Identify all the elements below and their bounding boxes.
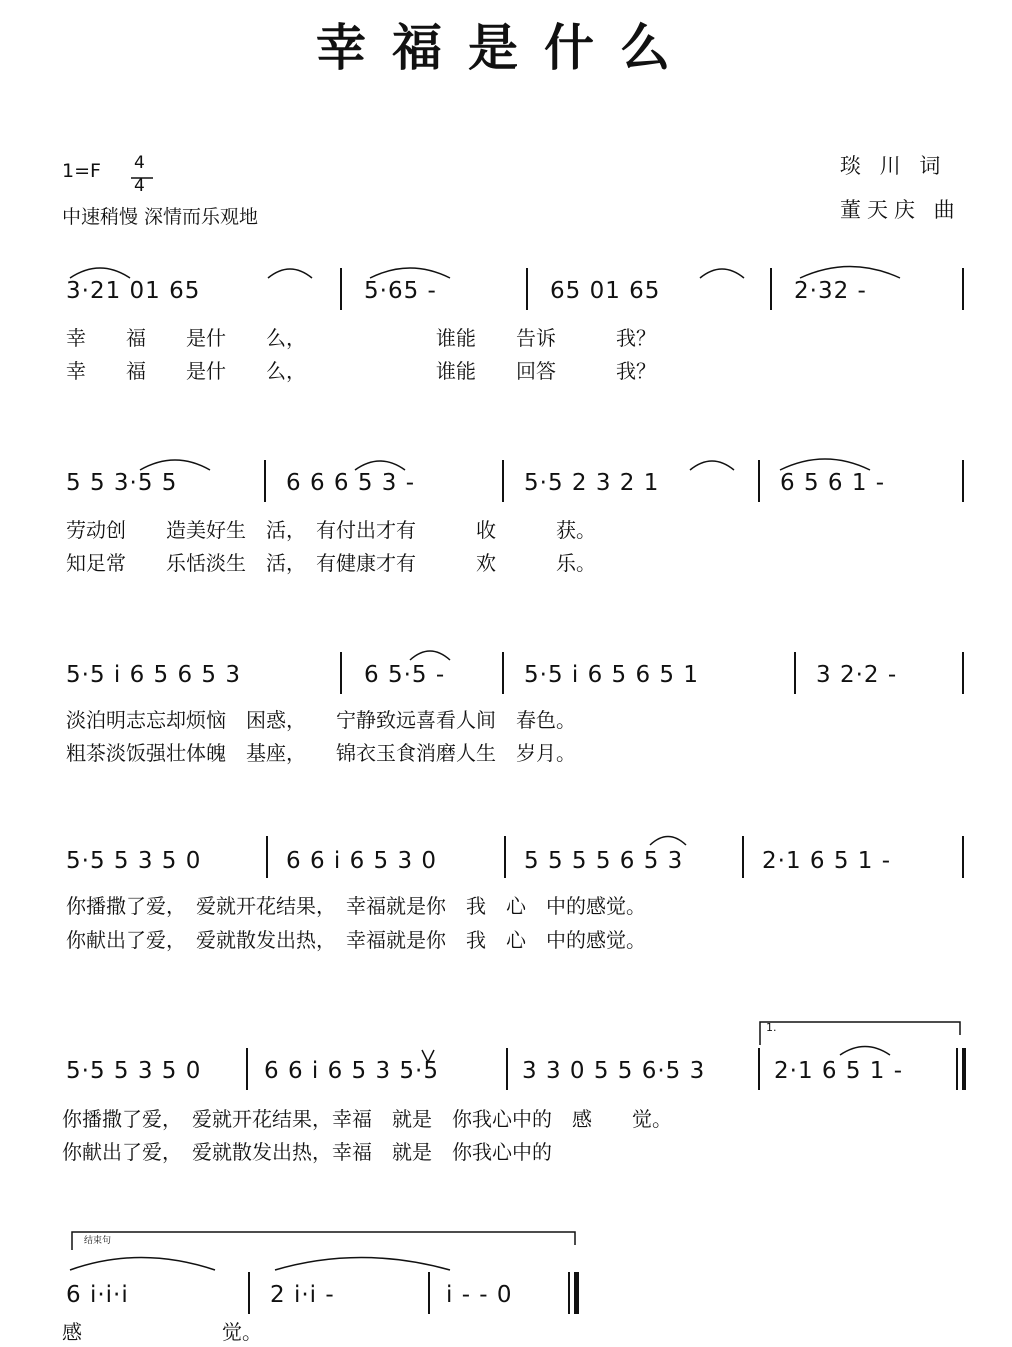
barline bbox=[266, 836, 268, 878]
barline bbox=[428, 1272, 430, 1314]
measure: 6 6 6 5 3 - bbox=[286, 470, 416, 496]
slur bbox=[70, 268, 130, 278]
time-signature-bottom: 4 bbox=[134, 176, 145, 196]
measure: 5 5 3·5 5 bbox=[66, 470, 178, 496]
lyric-line: 劳动创 造美好生 活， 有付出才有 收 获。 bbox=[66, 518, 596, 542]
measure: 6 i·i·i bbox=[66, 1282, 129, 1308]
barline bbox=[962, 268, 964, 310]
barline bbox=[246, 1048, 248, 1090]
slur bbox=[370, 268, 450, 278]
slur bbox=[275, 1258, 450, 1271]
slur bbox=[140, 460, 210, 470]
measure: 2·1 6 5 1 - bbox=[774, 1058, 904, 1084]
slur bbox=[700, 269, 744, 278]
barline bbox=[340, 652, 342, 694]
slur bbox=[800, 267, 900, 279]
repeat-barline bbox=[956, 1048, 958, 1090]
barline bbox=[794, 652, 796, 694]
lyricist-credit: 琰 川 词 bbox=[840, 154, 947, 178]
lyric-line: 知足常 乐恬淡生 活， 有健康才有 欢 乐。 bbox=[66, 551, 596, 575]
lyric-line: 你播撒了爱， 爱就开花结果，幸福 就是 你我心中的 感 觉。 bbox=[62, 1107, 672, 1131]
barline bbox=[504, 836, 506, 878]
time-signature-top: 4 bbox=[134, 153, 145, 173]
lyric-line: 幸 福 是什 么， 谁能 回答 我？ bbox=[66, 359, 656, 383]
lyric-line: 淡泊明志忘却烦恼 困惑， 宁静致远喜看人间 春色。 bbox=[66, 708, 576, 732]
slur bbox=[690, 461, 734, 470]
page-title: 幸福是什么 bbox=[316, 18, 696, 77]
final-barline bbox=[568, 1272, 570, 1314]
measure: 6 5·5 - bbox=[364, 662, 446, 688]
measure: 5·5 i 6 5 6 5 3 bbox=[66, 662, 242, 688]
barline bbox=[758, 460, 760, 502]
measure: 5·65 - bbox=[364, 278, 437, 304]
measure: 5 5 5 5 6 5 3 bbox=[524, 848, 684, 874]
lyric-line: 幸 福 是什 么， 谁能 告诉 我？ bbox=[66, 326, 656, 350]
measure: 5·5 2 3 2 1 bbox=[524, 470, 660, 496]
barline bbox=[962, 460, 964, 502]
measure: i - - 0 bbox=[446, 1282, 513, 1308]
measure: 6 6 i 6 5 3 0 bbox=[286, 848, 438, 874]
barline bbox=[264, 460, 266, 502]
barline bbox=[248, 1272, 250, 1314]
barline bbox=[340, 268, 342, 310]
measure: 5·5 5 3 5 0 bbox=[66, 848, 202, 874]
slur bbox=[355, 461, 405, 470]
slur bbox=[268, 269, 312, 278]
barline bbox=[506, 1048, 508, 1090]
barline bbox=[526, 268, 528, 310]
coda-label: 结束句 bbox=[84, 1236, 112, 1246]
key-signature: 1=F bbox=[62, 160, 101, 182]
measure: 2 i·i - bbox=[270, 1282, 335, 1308]
barline bbox=[962, 836, 964, 878]
repeat-barline-thick bbox=[962, 1048, 966, 1090]
lyric-line: 你播撒了爱， 爱就开花结果， 幸福就是你 我 心 中的感觉。 bbox=[66, 894, 646, 918]
lyric-line: 粗茶淡饭强壮体魄 基座， 锦衣玉食消磨人生 岁月。 bbox=[66, 741, 576, 765]
barline bbox=[758, 1048, 760, 1090]
measure: 5·5 i 6 5 6 5 1 bbox=[524, 662, 700, 688]
measure: 3·21 01 65 bbox=[66, 278, 201, 304]
barline bbox=[742, 836, 744, 878]
barline bbox=[502, 460, 504, 502]
measure: 2·32 - bbox=[794, 278, 867, 304]
slur bbox=[410, 651, 450, 660]
final-barline-thick bbox=[574, 1272, 579, 1314]
barline bbox=[502, 652, 504, 694]
slur bbox=[780, 459, 870, 470]
coda-bracket bbox=[72, 1232, 575, 1250]
slur bbox=[840, 1047, 890, 1056]
volta-bracket bbox=[760, 1022, 960, 1045]
measure: 2·1 6 5 1 - bbox=[762, 848, 892, 874]
volta-label: 1. bbox=[766, 1021, 777, 1034]
barline bbox=[962, 652, 964, 694]
measure: 3 2·2 - bbox=[816, 662, 898, 688]
measure: 3 3 0 5 5 6·5 3 bbox=[522, 1058, 706, 1084]
composer-credit: 董天庆 曲 bbox=[840, 198, 961, 222]
barline bbox=[770, 268, 772, 310]
measure: 5·5 5 3 5 0 bbox=[66, 1058, 202, 1084]
slur bbox=[650, 837, 686, 846]
measure: 65 01 65 bbox=[550, 278, 661, 304]
tempo-marking: 中速稍慢 深情而乐观地 bbox=[62, 206, 259, 228]
measure: 6 5 6 1 - bbox=[780, 470, 886, 496]
lyric-line: 你献出了爱， 爱就散发出热， 幸福就是你 我 心 中的感觉。 bbox=[66, 928, 646, 952]
lyric-line: 你献出了爱， 爱就散发出热，幸福 就是 你我心中的 bbox=[62, 1140, 552, 1164]
lyric-line: 感 觉。 bbox=[62, 1320, 262, 1344]
slur bbox=[70, 1258, 215, 1271]
measure: 6 6 i 6 5 3 5·5 bbox=[264, 1058, 440, 1084]
